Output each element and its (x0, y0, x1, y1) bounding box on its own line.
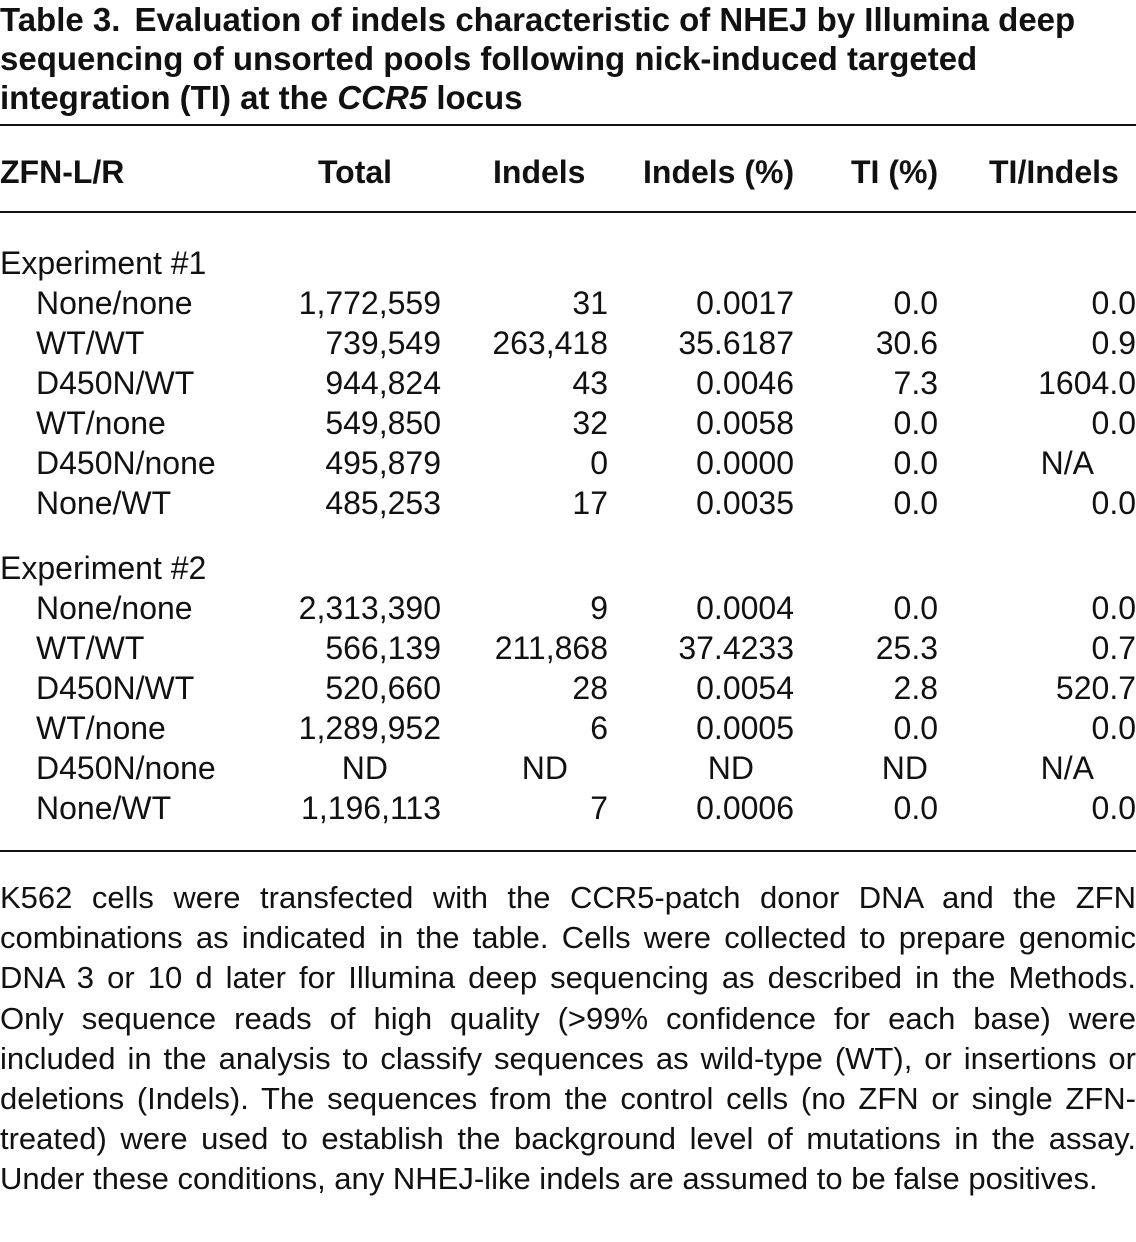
cell-zfn: WT/none (36, 405, 166, 441)
cell-indels: 17 (572, 485, 608, 521)
cell-indels-percent: 35.6187 (678, 325, 794, 361)
cell-indels-percent: 0.0004 (696, 590, 794, 626)
cell-ti-indels: 1604.0 (1038, 365, 1136, 401)
cell-ti-percent: 0.0 (893, 445, 938, 481)
header-total: Total (318, 154, 393, 190)
table-row (0, 403, 1136, 443)
cell-ti-indels: 0.0 (1091, 405, 1136, 441)
cell-indels-percent: 0.0035 (696, 485, 794, 521)
header-indels-percent: Indels (%) (643, 154, 795, 190)
cell-zfn: None/none (36, 285, 193, 321)
cell-indels: 32 (572, 405, 608, 441)
cell-indels-percent: 0.0058 (696, 405, 794, 441)
table-row (0, 628, 1136, 668)
caption-text-end: locus (436, 79, 523, 116)
top-rule (0, 124, 1136, 126)
cell-indels: 263,418 (492, 325, 608, 361)
cell-ti-percent: 7.3 (893, 365, 938, 401)
table-label: Table 3. (0, 1, 121, 38)
cell-ti-percent: 0.0 (893, 485, 938, 521)
table-row (0, 708, 1136, 748)
cell-zfn: None/WT (36, 485, 172, 521)
cell-indels-percent: ND (707, 750, 754, 786)
cell-zfn: None/WT (36, 790, 172, 826)
cell-zfn: D450N/WT (36, 365, 195, 401)
cell-total: 2,313,390 (298, 590, 441, 626)
table-footnote: K562 cells were transfected with the CCR5-patch donor DNA and the ZFN combinations as indicated in the table. Cells were collected to prepare genomic DNA 3 or 10 d later for Illumina deep sequencing as described in the Methods. Only sequence reads of high quality (>99% confidence for each base) were included in the analysis to classify sequences as wild-type (WT), or insertions or deletions (Indels). The sequences from the control cells (no ZFN or single ZFN-treated) were used to establish the background level of mutations in the assay. Under these conditions, any NHEJ-like indels are assumed to be false positives. (0, 880, 1136, 1197)
experiment-label: Experiment #1 (0, 245, 207, 281)
cell-total: 1,772,559 (298, 285, 441, 321)
cell-total: ND (341, 750, 388, 786)
cell-indels-percent: 37.4233 (678, 630, 794, 666)
bottom-rule (0, 850, 1136, 852)
table-row (0, 668, 1136, 708)
cell-total: 1,196,113 (301, 790, 441, 826)
cell-zfn: WT/WT (36, 325, 145, 361)
cell-ti-indels: N/A (1040, 750, 1094, 786)
cell-zfn: D450N/none (36, 445, 216, 481)
cell-ti-percent: 0.0 (893, 790, 938, 826)
cell-ti-indels: 0.0 (1091, 590, 1136, 626)
caption-gene-name: CCR5 (337, 79, 428, 116)
cell-total: 944,824 (325, 365, 441, 401)
table-row (0, 283, 1136, 323)
cell-indels-percent: 0.0054 (696, 670, 794, 706)
cell-ti-indels: 0.0 (1091, 485, 1136, 521)
cell-indels: 211,868 (494, 630, 608, 666)
cell-ti-indels: 0.9 (1091, 325, 1136, 361)
table-row (0, 443, 1136, 483)
cell-ti-percent: 0.0 (893, 710, 938, 746)
table-row (0, 323, 1136, 363)
table-row (0, 788, 1136, 828)
header-ti-indels: TI/Indels (989, 154, 1119, 190)
cell-indels: 28 (572, 670, 608, 706)
cell-ti-percent: 25.3 (875, 630, 938, 666)
cell-ti-percent: ND (881, 750, 928, 786)
cell-ti-percent: 0.0 (893, 285, 938, 321)
header-zfn: ZFN-L/R (0, 154, 125, 190)
cell-ti-percent: 30.6 (875, 325, 938, 361)
cell-total: 1,289,952 (298, 710, 441, 746)
header-indels: Indels (493, 154, 586, 190)
cell-zfn: D450N/WT (36, 670, 195, 706)
cell-ti-indels: 0.0 (1091, 285, 1136, 321)
cell-total: 495,879 (325, 445, 441, 481)
cell-ti-indels: 0.0 (1091, 790, 1136, 826)
header-rule (0, 211, 1136, 213)
table-row (0, 748, 1136, 788)
experiment-title (0, 243, 1136, 283)
cell-indels-percent: 0.0046 (696, 365, 794, 401)
cell-indels: 7 (590, 790, 608, 826)
cell-indels-percent: 0.0000 (696, 445, 794, 481)
cell-indels: 6 (590, 710, 608, 746)
cell-indels-percent: 0.0017 (696, 285, 794, 321)
table-header-row (0, 152, 1136, 192)
cell-zfn: WT/none (36, 710, 166, 746)
cell-indels: 9 (590, 590, 608, 626)
experiment-title (0, 548, 1136, 588)
table-row (0, 363, 1136, 403)
cell-total: 566,139 (325, 630, 441, 666)
cell-indels-percent: 0.0006 (696, 790, 794, 826)
header-ti-percent: TI (%) (851, 154, 939, 190)
cell-ti-indels: 0.0 (1091, 710, 1136, 746)
cell-ti-percent: 2.8 (893, 670, 938, 706)
cell-indels-percent: 0.0005 (696, 710, 794, 746)
cell-zfn: D450N/none (36, 750, 216, 786)
cell-indels: 31 (572, 285, 608, 321)
cell-ti-percent: 0.0 (893, 590, 938, 626)
table-caption (0, 0, 1136, 117)
cell-total: 485,253 (325, 485, 441, 521)
cell-total: 739,549 (325, 325, 441, 361)
cell-indels: ND (521, 750, 568, 786)
cell-zfn: None/none (36, 590, 193, 626)
cell-ti-indels: N/A (1040, 445, 1094, 481)
experiment-label: Experiment #2 (0, 550, 207, 586)
cell-total: 549,850 (325, 405, 441, 441)
table-row (0, 588, 1136, 628)
table-row (0, 483, 1136, 523)
caption-text: Evaluation of indels characteristic of NHEJ by Illumina deep sequencing of unsorted pools following nick-induced targeted integration (TI) at the (0, 1, 1076, 116)
cell-ti-indels: 520.7 (1055, 670, 1136, 706)
cell-indels: 0 (590, 445, 608, 481)
cell-ti-percent: 0.0 (893, 405, 938, 441)
cell-ti-indels: 0.7 (1091, 630, 1136, 666)
cell-total: 520,660 (325, 670, 441, 706)
cell-zfn: WT/WT (36, 630, 145, 666)
cell-indels: 43 (572, 365, 608, 401)
